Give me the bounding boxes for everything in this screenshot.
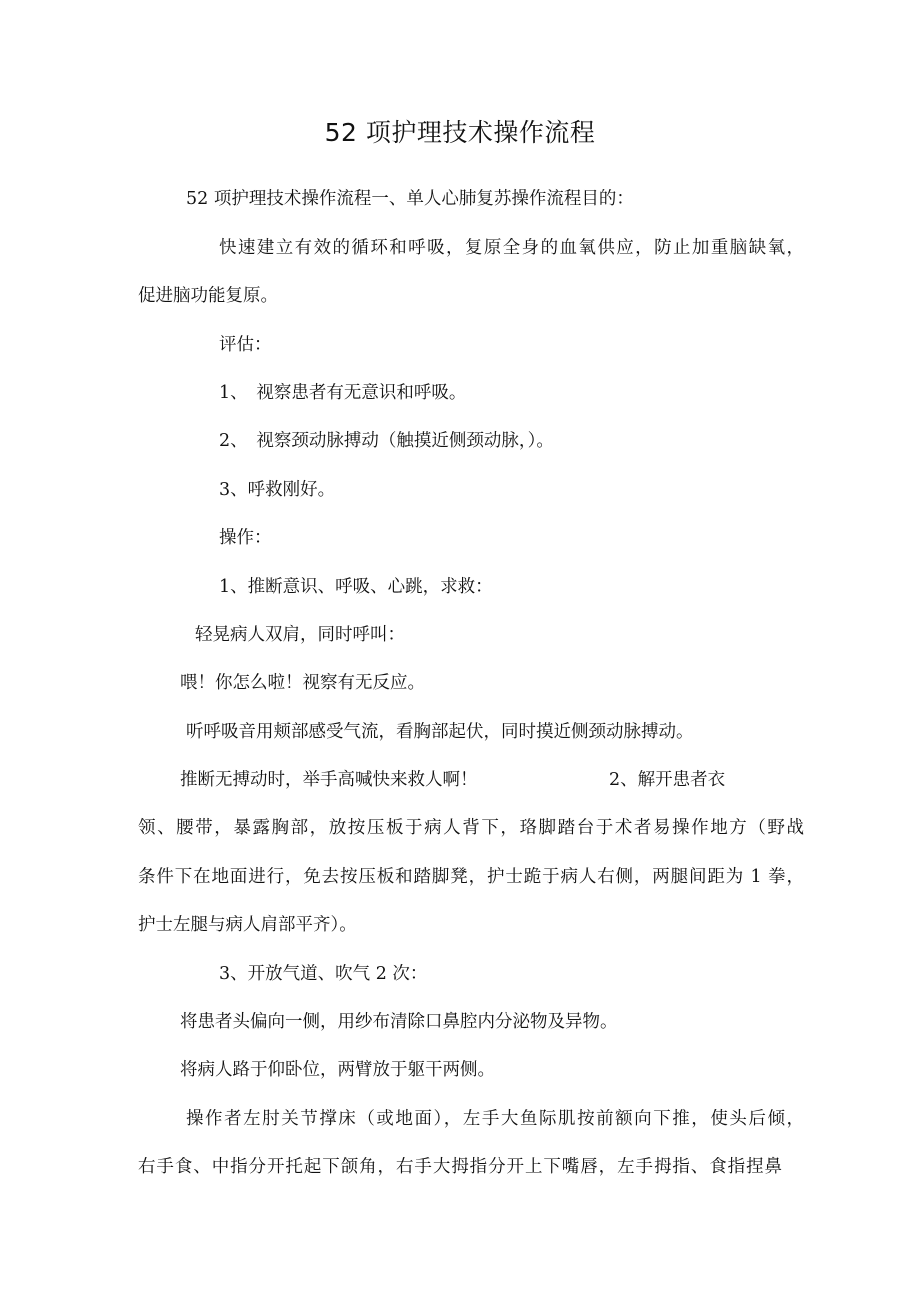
paragraph-line: 领、腰带，暴露胸部，放按压板于病人背下，珞脚踏台于术者易操作地方（野战 bbox=[138, 818, 804, 838]
page-title: 52 项护理技术操作流程 bbox=[324, 118, 596, 147]
paragraph-line: 1、推断意识、呼吸、心跳，求救： bbox=[219, 577, 493, 597]
paragraph-line: 3、开放气道、吹气 2 次： bbox=[219, 964, 428, 984]
paragraph-line: 操作： bbox=[219, 528, 272, 548]
paragraph-line: 促进脑功能复原。 bbox=[138, 286, 278, 306]
paragraph-line: 喂！你怎么啦！视察有无反应。 bbox=[180, 673, 425, 693]
paragraph-line: 2、 视察颈动脉搏动（触摸近侧颈动脉，）。 bbox=[219, 431, 554, 451]
paragraph-line: 听呼吸音用颊部感受气流，看胸部起伏，同时摸近侧颈动脉搏动。 bbox=[186, 722, 694, 742]
paragraph-line: 2、解开患者衣 bbox=[609, 770, 726, 790]
paragraph-line: 护士左腿与病人肩部平齐）。 bbox=[138, 915, 357, 935]
paragraph-line: 将患者头偏向一侧，用纱布清除口鼻腔内分泌物及异物。 bbox=[180, 1012, 618, 1032]
paragraph-line: 1、 视察患者有无意识和呼吸。 bbox=[219, 383, 467, 403]
paragraph-line: 将病人路于仰卧位，两臂放于躯干两侧。 bbox=[180, 1060, 495, 1080]
paragraph-line: 轻晃病人双肩，同时呼叫： bbox=[195, 625, 405, 645]
paragraph-line: 快速建立有效的循环和呼吸，复原全身的血氧供应，防止加重脑缺氧， bbox=[219, 238, 804, 258]
paragraph-line: 右手食、中指分开托起下颌角，右手大拇指分开上下嘴唇，左手拇指、食指捏鼻 bbox=[138, 1157, 782, 1177]
paragraph-line: 推断无搏动时，举手高喊快来救人啊！ bbox=[180, 770, 478, 790]
paragraph-line: 3、呼救刚好。 bbox=[219, 480, 336, 500]
paragraph-line: 操作者左肘关节撑床（或地面），左手大鱼际肌按前额向下推，使头后倾， bbox=[186, 1109, 804, 1129]
paragraph-line: 条件下在地面进行，免去按压板和踏脚凳，护士跪于病人右侧，两腿间距为 1 拳， bbox=[138, 867, 804, 887]
paragraph-line: 评估： bbox=[219, 335, 272, 355]
paragraph-line: 52 项护理技术操作流程一、单人心肺复苏操作流程目的： bbox=[186, 189, 634, 209]
